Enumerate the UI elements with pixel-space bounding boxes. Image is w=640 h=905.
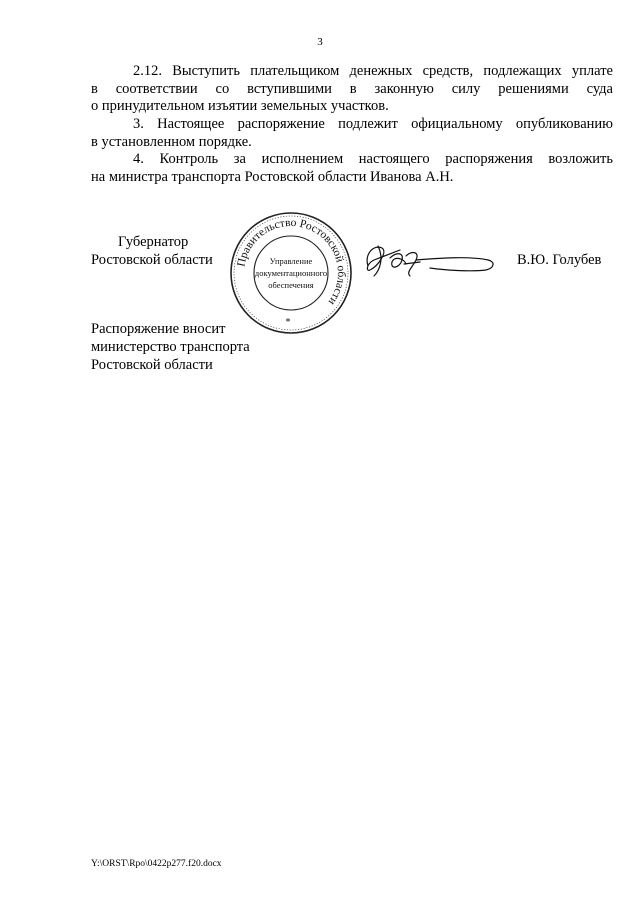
official-seal: [228, 210, 354, 336]
signatory-position: [91, 233, 213, 269]
paragraph-line: в установленном порядке.: [91, 133, 252, 150]
seal-star: *: [285, 317, 291, 328]
paragraph-line: в соответствии со вступившими в законную силу решениями суда: [91, 80, 613, 97]
paragraph-3: [91, 116, 613, 151]
signatory-title: Губернатор: [118, 234, 189, 250]
paragraph-line: 2.12. Выступить плательщиком денежных средств, подлежащих уплате: [133, 63, 613, 79]
footer-file-path: Y:\ORST\Rpo\0422p277.f20.docx: [91, 859, 222, 869]
submitter-line: Ростовской области: [91, 357, 213, 373]
seal-inner-line: Управление: [269, 256, 313, 266]
seal-inner-line: документационного: [254, 268, 328, 278]
page-number: 3: [317, 36, 323, 48]
seal-outer-text: Правительство Ростовской области: [235, 216, 348, 308]
signatory-region: Ростовской области: [91, 252, 213, 268]
paragraph-line: на министра транспорта Ростовской области Иванова А.Н.: [91, 168, 454, 185]
signatory-name: В.Ю. Голубев: [517, 252, 602, 268]
paragraph-4: [91, 151, 613, 186]
paragraph-line: 3. Настоящее распоряжение подлежит официальному опубликованию: [133, 116, 613, 132]
submitter-block: [91, 320, 250, 374]
submitter-line: Распоряжение вносит: [91, 321, 226, 337]
paragraph-line: 4. Контроль за исполнением настоящего распоряжения возложить: [133, 151, 613, 167]
seal-inner-line: обеспечения: [268, 280, 314, 290]
handwritten-signature: [360, 236, 500, 284]
paragraph-line: о принудительном изъятии земельных участков.: [91, 98, 389, 114]
submitter-line: министерство транспорта: [91, 339, 250, 355]
paragraph-2-12: [91, 63, 613, 116]
